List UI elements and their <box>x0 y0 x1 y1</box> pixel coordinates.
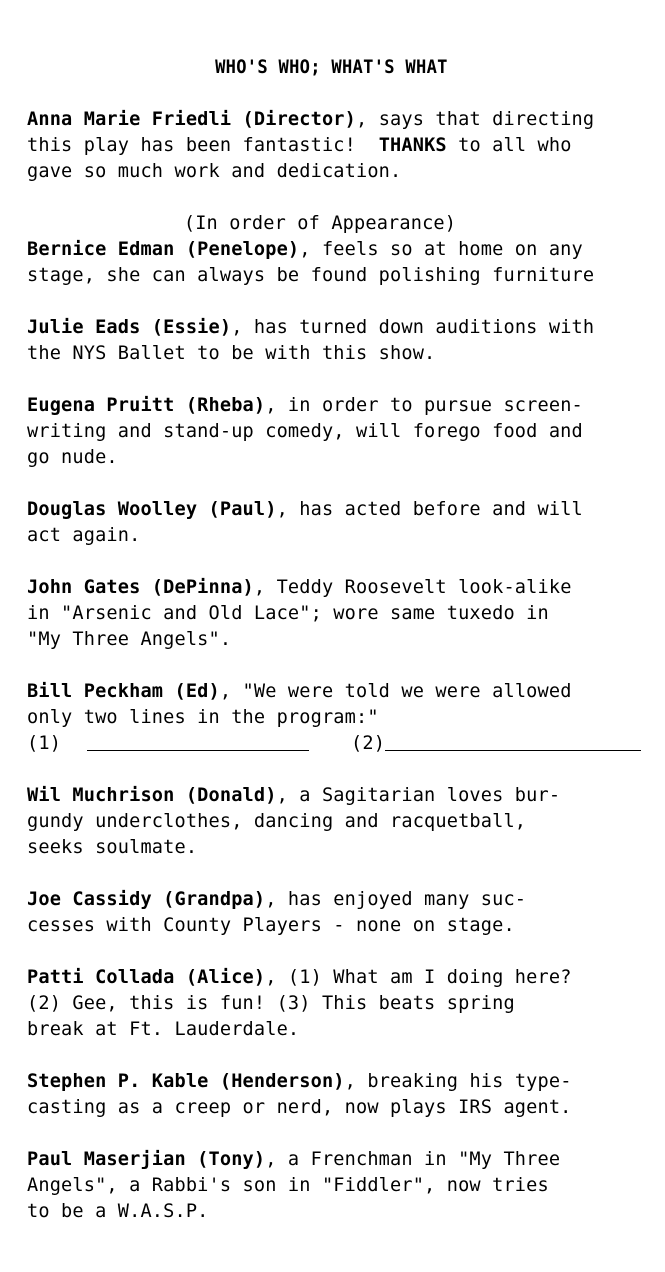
document-page <box>27 55 665 1225</box>
cast-entry-henderson <box>27 1069 665 1121</box>
cast-entry-alice <box>27 965 665 1043</box>
cast-bio: , in order to pursue screen- <box>265 395 583 416</box>
director-thanks: THANKS <box>378 135 447 156</box>
cast-bio: , a Sagitarian loves bur- <box>276 785 561 806</box>
cast-bio: (2) Gee, this is fun! (3) This beats spring <box>27 993 515 1014</box>
cast-name: Eugena Pruitt (Rheba) <box>27 395 266 416</box>
cast-entry-rheba <box>27 393 665 471</box>
cast-entry-depinna <box>27 575 665 653</box>
director-text: , says that directing <box>356 109 595 130</box>
cast-bio: , feels so at home on any <box>299 239 583 260</box>
spacer <box>27 549 665 575</box>
blank-line-2 <box>385 736 641 751</box>
cast-bio: "My Three Angels". <box>27 629 232 650</box>
spacer <box>27 81 665 107</box>
blank-lines-row <box>27 731 665 757</box>
cast-name: John Gates (DePinna) <box>27 577 254 598</box>
cast-bio: only two lines in the program:" <box>27 707 379 728</box>
cast-name: Bill Peckham (Ed) <box>27 681 220 702</box>
spacer <box>27 1121 665 1147</box>
cast-bio: to be a W.A.S.P. <box>27 1201 209 1222</box>
blank-label-1: (1) <box>27 733 62 754</box>
order-note: (In order of Appearance) <box>183 213 457 234</box>
cast-bio: gundy underclothes, dancing and racquetball, <box>27 811 527 832</box>
cast-entry-tony <box>27 1147 665 1225</box>
cast-name: Julie Eads (Essie) <box>27 317 232 338</box>
spacer <box>27 289 665 315</box>
director-text: to all who <box>446 135 572 156</box>
spacer <box>27 653 665 679</box>
cast-bio: , "We were told we were allowed <box>219 681 572 702</box>
cast-entry-paul <box>27 497 665 549</box>
blank-line-1 <box>87 736 309 751</box>
cast-bio: , Teddy Roosevelt look-alike <box>253 577 572 598</box>
cast-bio: , has enjoyed many suc- <box>265 889 527 910</box>
cast-name: Stephen P. Kable (Henderson) <box>27 1071 345 1092</box>
cast-bio: , has turned down auditions with <box>231 317 595 338</box>
cast-bio: seeks soulmate. <box>27 837 198 858</box>
cast-name: Douglas Woolley (Paul) <box>27 499 277 520</box>
director-text: this play has been fantastic! <box>27 135 379 156</box>
cast-bio: Angels", a Rabbi's son in "Fiddler", now tries <box>27 1175 549 1196</box>
cast-bio: stage, she can always be found polishing furniture <box>27 265 595 286</box>
cast-name: Wil Muchrison (Donald) <box>27 785 277 806</box>
cast-entry-penelope <box>27 237 665 289</box>
cast-bio: act again. <box>27 525 141 546</box>
spacer <box>27 471 665 497</box>
page-title: WHO'S WHO; WHAT'S WHAT <box>215 57 448 78</box>
cast-bio: break at Ft. Lauderdale. <box>27 1019 300 1040</box>
director-entry <box>27 107 665 185</box>
cast-entry-grandpa <box>27 887 665 939</box>
cast-name: Patti Collada (Alice) <box>27 967 266 988</box>
spacer <box>27 939 665 965</box>
cast-bio: cesses with County Players - none on stage. <box>27 915 515 936</box>
cast-bio: , (1) What am I doing here? <box>265 967 572 988</box>
cast-bio: , breaking his type- <box>344 1071 572 1092</box>
cast-name: Joe Cassidy (Grandpa) <box>27 889 266 910</box>
cast-name: Paul Maserjian (Tony) <box>27 1149 266 1170</box>
cast-name: Bernice Edman (Penelope) <box>27 239 300 260</box>
spacer <box>27 185 665 211</box>
blank-label-2: (2) <box>351 733 386 754</box>
cast-bio: casting as a creep or nerd, now plays IRS agent. <box>27 1097 572 1118</box>
director-text: gave so much work and dedication. <box>27 161 402 182</box>
spacer <box>27 757 665 783</box>
cast-entry-ed <box>27 679 665 757</box>
cast-entry-essie <box>27 315 665 367</box>
cast-bio: , a Frenchman in "My Three <box>265 1149 561 1170</box>
cast-entry-donald <box>27 783 665 861</box>
spacer <box>27 367 665 393</box>
director-name: Anna Marie Friedli (Director) <box>27 109 356 130</box>
spacer <box>27 1043 665 1069</box>
cast-bio: the NYS Ballet to be with this show. <box>27 343 436 364</box>
spacer <box>27 861 665 887</box>
cast-bio: writing and stand-up comedy, will forego food and <box>27 421 583 442</box>
cast-bio: go nude. <box>27 447 118 468</box>
cast-bio: in "Arsenic and Old Lace"; wore same tuxedo in <box>27 603 549 624</box>
cast-bio: , has acted before and will <box>276 499 583 520</box>
